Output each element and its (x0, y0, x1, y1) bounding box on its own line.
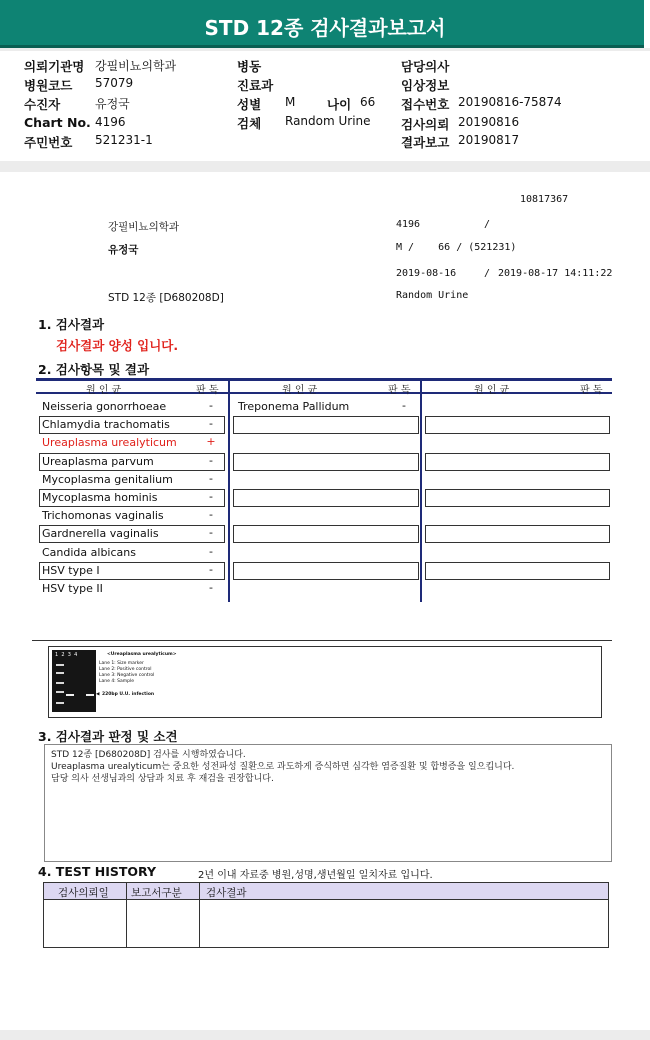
gel-band (56, 691, 64, 693)
gel-legend-2: Lane 2: Positive control (99, 667, 152, 672)
label-doctor: 담당의사 (401, 59, 450, 74)
value-institution: 강필비뇨의학과 (95, 59, 177, 73)
opinion-line-3: 담당 의사 선생님과의 상담과 치료 후 재검을 권장합니다. (51, 774, 274, 784)
pathogen-name: Candida albicans (42, 545, 136, 559)
gel-legend-4: Lane 4: Sample (99, 679, 134, 684)
value-chart-no: 4196 (95, 115, 126, 129)
empty-cell-box (233, 453, 419, 471)
value-specimen: Random Urine (285, 114, 371, 128)
pathogen-name-col2: Treponema Pallidum (238, 400, 350, 413)
label-sex: 성별 (237, 97, 262, 112)
gel-image (52, 650, 96, 712)
pathogen-result-col2: - (402, 399, 406, 412)
report-date-to: 2019-08-17 14:11:22 (498, 268, 613, 279)
pathogen-result: - (209, 417, 213, 431)
empty-cell-box (425, 416, 610, 434)
empty-cell-box (233, 562, 419, 580)
gel-band (56, 664, 64, 666)
pathogen-result: - (209, 471, 213, 485)
col1-pathogen-header: 원 인 균 (86, 385, 122, 396)
value-age: 66 (360, 95, 376, 109)
gel-band (56, 672, 64, 674)
value-patient: 유정국 (95, 97, 130, 111)
opinion-line-2: Ureaplasma urealyticum는 중요한 성전파성 질환으로 과도하게 증식하면 심각한 염증질환 및 합병증을 일으킵니다. (51, 762, 515, 772)
label-age: 나이 (327, 97, 352, 112)
column-divider-1 (228, 378, 230, 602)
label-resident-no: 주민번호 (24, 135, 73, 150)
pathogen-name: Ureaplasma urealyticum (42, 436, 177, 450)
divider-line (32, 640, 612, 641)
col2-result-header: 판 독 (388, 385, 411, 396)
history-table (43, 882, 609, 948)
column-divider-2 (420, 378, 422, 602)
report-title: STD 12종 검사결과보고서 (204, 16, 446, 40)
col1-result-header: 판 독 (196, 385, 219, 396)
empty-cell-box (233, 416, 419, 434)
report-date-from: 2019-08-16 (396, 268, 457, 279)
pathogen-name: Neisseria gonorrhoeae (42, 400, 167, 413)
empty-cell-box (425, 562, 610, 580)
col3-result-header: 판 독 (580, 385, 603, 396)
pathogen-name: Trichomonas vaginalis (42, 509, 164, 523)
gel-band (56, 702, 64, 704)
gel-figure (48, 646, 602, 718)
col3-pathogen-header: 원 인 균 (474, 385, 510, 396)
pathogen-name: Mycoplasma genitalium (42, 472, 173, 486)
positive-result: 검사결과 양성 입니다. (56, 338, 179, 353)
history-header-row (44, 883, 608, 900)
gel-band (56, 682, 64, 684)
value-hospital-code: 57079 (95, 76, 134, 90)
label-specimen: 검체 (237, 116, 262, 131)
empty-cell-box (425, 525, 610, 543)
value-resident-no: 521231-1 (95, 133, 153, 147)
pathogen-result: - (209, 526, 213, 540)
opinion-box (44, 744, 612, 862)
pathogen-result: - (209, 490, 213, 503)
pathogen-result: - (209, 544, 213, 558)
pathogen-name: Gardnerella vaginalis (42, 527, 159, 541)
pathogen-result: + (206, 435, 216, 449)
section-1-title: 1. 검사결과 (38, 317, 105, 332)
label-institution: 의뢰기관명 (24, 59, 85, 74)
title-bar-edge (644, 0, 650, 48)
history-col-divider (126, 883, 127, 947)
report-chart: 4196 (396, 219, 421, 230)
label-receipt-no: 접수번호 (401, 97, 450, 112)
pathogen-result: - (209, 581, 213, 594)
patient-header (0, 51, 650, 161)
label-chart-no: Chart No. (24, 115, 91, 130)
gel-legend-3: Lane 3: Negative control (99, 673, 155, 678)
results-table-header (36, 378, 612, 394)
empty-cell-box (425, 489, 610, 507)
section-2-title: 2. 검사항목 및 결과 (38, 362, 150, 377)
report-slash: / (484, 219, 491, 230)
report-clinic: 강필비뇨의학과 (108, 221, 180, 233)
pathogen-name: Ureaplasma parvum (42, 454, 154, 468)
value-sex: M (285, 95, 296, 109)
gel-title: <Ureaplasma urealyticum> (107, 652, 177, 657)
report-date-sep: / (484, 268, 491, 279)
gel-band (86, 694, 94, 696)
history-col-result: 검사결과 (206, 887, 247, 899)
label-report-date: 결과보고 (401, 135, 450, 150)
history-note: 2년 이내 자료중 병원,성명,생년월일 일치자료 입니다. (198, 870, 433, 881)
title-bar (0, 0, 650, 48)
label-hospital-code: 병원코드 (24, 78, 73, 93)
report-specimen: Random Urine (396, 290, 469, 301)
empty-cell-box (233, 489, 419, 507)
gel-band-label: 220bp U.U. infection (102, 692, 155, 697)
section-4-title: 4. TEST HISTORY (38, 864, 157, 879)
history-col-divider (199, 883, 200, 947)
report-id: 10817367 (520, 194, 569, 205)
pathogen-name: HSV type I (42, 563, 100, 577)
pathogen-name: HSV type II (42, 582, 103, 595)
pathogen-name: Mycoplasma hominis (42, 491, 158, 504)
label-department: 진료과 (237, 78, 274, 93)
empty-cell-box (233, 525, 419, 543)
report-sheet (0, 172, 650, 1030)
history-col-report-type: 보고서구분 (131, 887, 182, 899)
col2-pathogen-header: 원 인 균 (282, 385, 318, 396)
value-report-date: 20190817 (458, 133, 520, 147)
value-request-date: 20190816 (458, 115, 520, 129)
pathogen-result: - (209, 453, 213, 467)
report-test: STD 12종 [D680208D] (108, 292, 224, 304)
label-request-date: 검사의뢰 (401, 117, 450, 132)
empty-cell-box (425, 453, 610, 471)
report-sex-age: M / 66 / (521231) (396, 242, 517, 253)
gel-legend-1: Lane 1: Size marker (99, 661, 144, 666)
opinion-line-1: STD 12종 [D680208D] 검사를 시행하였습니다. (51, 750, 246, 760)
gel-arrow: ◀ (96, 692, 100, 697)
label-ward: 병동 (237, 59, 262, 74)
gel-band (66, 694, 74, 696)
pathogen-result: - (209, 508, 213, 522)
history-col-request-date: 검사의뢰일 (58, 887, 109, 899)
section-3-title: 3. 검사결과 판정 및 소견 (38, 729, 178, 744)
pathogen-result: - (209, 399, 213, 412)
report-patient: 유정국 (108, 244, 139, 256)
value-receipt-no: 20190816-75874 (458, 95, 562, 109)
label-patient: 수진자 (24, 97, 61, 112)
gel-lane-numbers: 1 2 3 4 (55, 652, 78, 658)
label-clinical-info: 임상정보 (401, 78, 450, 93)
pathogen-name: Chlamydia trachomatis (42, 418, 170, 432)
pathogen-result: - (209, 562, 213, 576)
